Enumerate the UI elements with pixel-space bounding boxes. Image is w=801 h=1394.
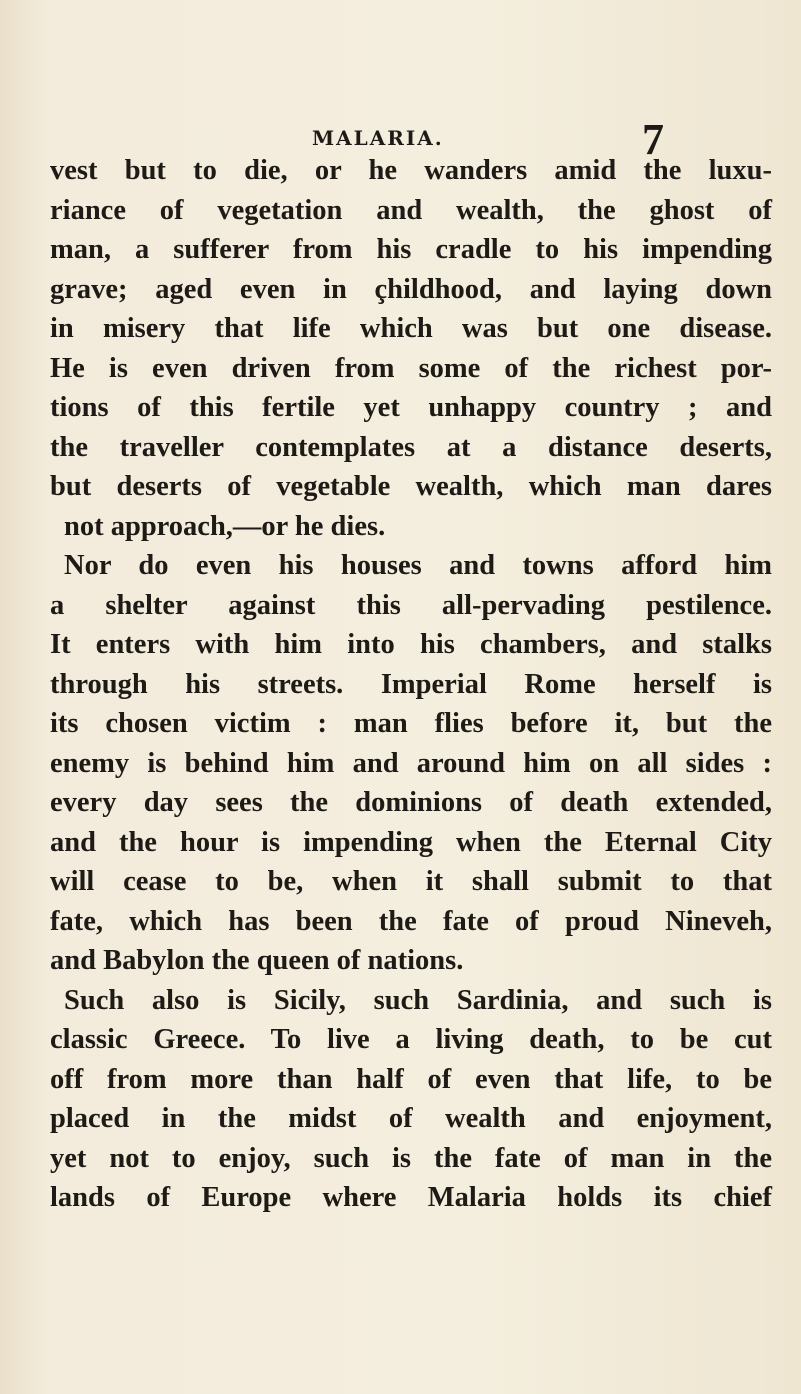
text-line-13: It enters with him into his chambers, and stalks: [50, 629, 772, 660]
text-line-15: its chosen victim : man flies before it, but the: [50, 708, 772, 739]
text-line-17: every day sees the dominions of death extended,: [50, 787, 772, 818]
text-line-27: lands of Europe where Malaria holds its chief: [50, 1182, 772, 1213]
body-text: [50, 151, 772, 1218]
running-head-title: MALARIA.: [312, 126, 444, 150]
text-line-19: will cease to be, when it shall submit to that: [50, 866, 772, 897]
text-line-25: placed in the midst of wealth and enjoyment,: [50, 1103, 772, 1134]
text-line-7: tions of this fertile yet unhappy country ; and: [50, 392, 772, 423]
text-line-6: He is even driven from some of the richest por-: [50, 352, 772, 384]
text-line-9: but deserts of vegetable wealth, which man dares: [50, 471, 772, 502]
text-line-20: fate, which has been the fate of proud Nineveh,: [50, 905, 772, 937]
text-line-11: Nor do even his houses and towns afford him: [64, 550, 772, 581]
page-number: 7: [642, 115, 664, 164]
text-line-2: riance of vegetation and wealth, the ghost of: [50, 194, 772, 226]
text-line-24: off from more than half of even that life, to be: [50, 1063, 772, 1095]
text-line-22: Such also is Sicily, such Sardinia, and such is: [64, 984, 772, 1016]
text-line-23: classic Greece. To live a living death, to be cut: [50, 1024, 772, 1055]
text-line-16: enemy is behind him and around him on all sides :: [50, 747, 772, 779]
text-line-5: in misery that life which was but one disease.: [50, 313, 772, 344]
text-line-12: a shelter against this all-pervading pestilence.: [50, 589, 772, 621]
text-line-1: vest but to die, or he wanders amid the luxu-: [50, 155, 772, 186]
text-line-18: and the hour is impending when the Eternal City: [50, 826, 772, 858]
text-line-3: man, a sufferer from his cradle to his impending: [50, 234, 772, 265]
text-line-21: and Babylon the queen of nations.: [50, 945, 464, 976]
text-line-8: the traveller contemplates at a distance deserts,: [50, 431, 772, 463]
text-line-14: through his streets. Imperial Rome herself is: [50, 668, 772, 700]
text-line-26: yet not to enjoy, such is the fate of man in the: [50, 1142, 772, 1174]
text-line-10: not approach,—or he dies.: [64, 510, 386, 542]
text-line-4: grave; aged even in çhildhood, and laying down: [50, 273, 772, 305]
